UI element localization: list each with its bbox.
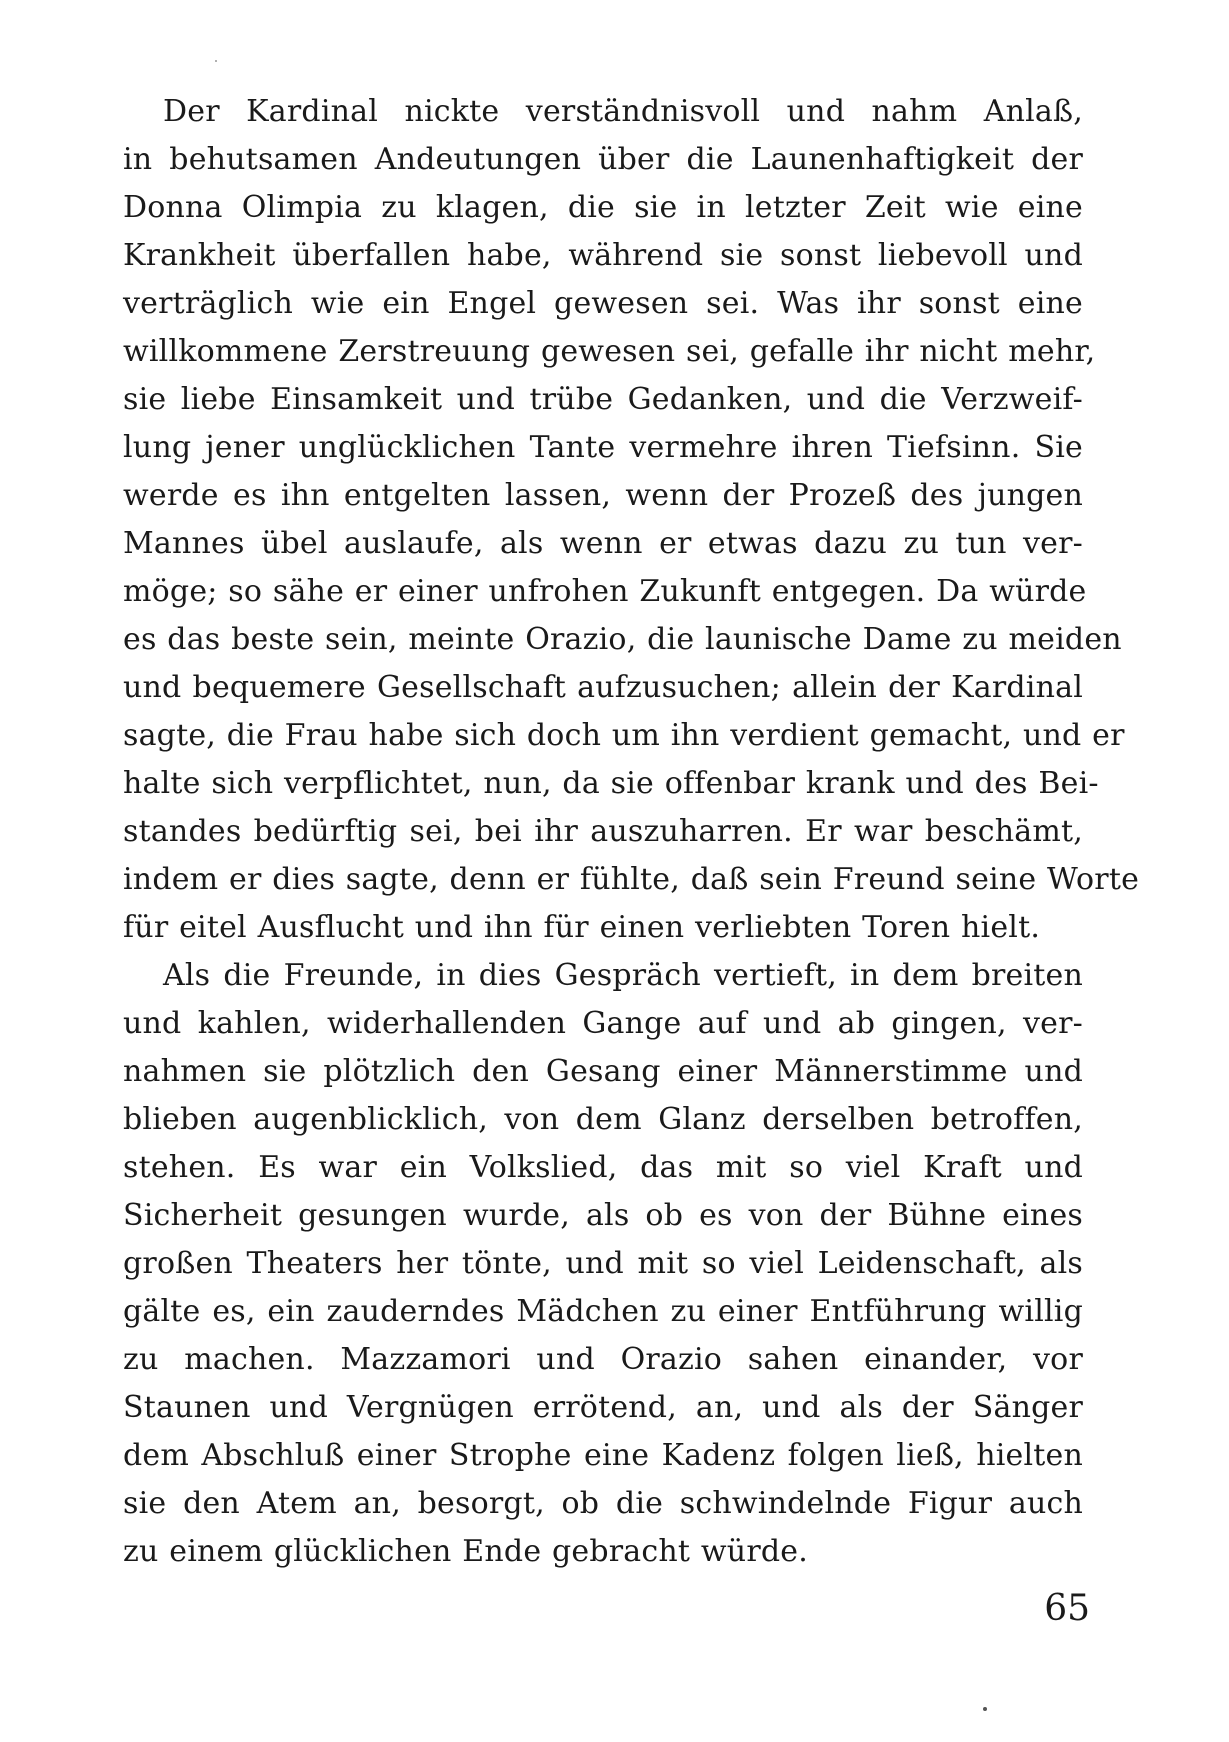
text-line: halte sich verpflichtet, nun, da sie offenbar krank und des Bei- (123, 766, 1099, 801)
text-line: indem er dies sagte, denn er fühlte, daß sein Freund seine Worte (123, 862, 1140, 897)
text-line: werde es ihn entgelten lassen, wenn der Prozeß des jungen (123, 478, 1083, 513)
text-line: lung jener unglücklichen Tante vermehre ihren Tiefsinn. Sie (123, 430, 1083, 465)
text-line: Mannes übel auslaufe, als wenn er etwas dazu zu tun ver- (123, 526, 1083, 561)
text-line: stehen. Es war ein Volkslied, das mit so viel Kraft und (123, 1150, 1083, 1185)
text-line: sie liebe Einsamkeit und trübe Gedanken, und die Verzweif- (123, 382, 1083, 417)
text-line: und bequemere Gesellschaft aufzusuchen; allein der Kardinal (123, 670, 1083, 705)
text-line: Als die Freunde, in dies Gespräch vertieft, in dem breiten (163, 958, 1083, 993)
text-line: sie den Atem an, besorgt, ob die schwindelnde Figur auch (123, 1486, 1083, 1521)
text-line: standes bedürftig sei, bei ihr auszuharren. Er war beschämt, (123, 814, 1083, 849)
text-line: verträglich wie ein Engel gewesen sei. Was ihr sonst eine (123, 286, 1083, 321)
text-line: Donna Olimpia zu klagen, die sie in letzter Zeit wie eine (123, 190, 1083, 225)
text-line: gälte es, ein zauderndes Mädchen zu einer Entführung willig (123, 1294, 1083, 1329)
text-line: zu einem glücklichen Ende gebracht würde. (123, 1534, 808, 1569)
print-speck (983, 1707, 987, 1711)
page-number: 65 (1044, 1588, 1090, 1629)
text-line: willkommene Zerstreuung gewesen sei, gefalle ihr nicht mehr, (123, 334, 1096, 369)
text-line: Krankheit überfallen habe, während sie sonst liebevoll und (123, 238, 1083, 273)
text-line: Sicherheit gesungen wurde, als ob es von der Bühne eines (123, 1198, 1083, 1233)
text-line: es das beste sein, meinte Orazio, die launische Dame zu meiden (123, 622, 1122, 657)
text-line: für eitel Ausflucht und ihn für einen verliebten Toren hielt. (123, 910, 1041, 945)
text-line: Der Kardinal nickte verständnisvoll und nahm Anlaß, (163, 94, 1083, 129)
text-line: dem Abschluß einer Strophe eine Kadenz folgen ließ, hielten (123, 1438, 1083, 1473)
text-line: in behutsamen Andeutungen über die Launenhaftigkeit der (123, 142, 1083, 177)
text-line: und kahlen, widerhallenden Gange auf und ab gingen, ver- (123, 1006, 1083, 1041)
text-line: nahmen sie plötzlich den Gesang einer Männerstimme und (123, 1054, 1083, 1089)
text-line: sagte, die Frau habe sich doch um ihn verdient gemacht, und er (123, 718, 1125, 753)
text-line: möge; so sähe er einer unfrohen Zukunft entgegen. Da würde (123, 574, 1087, 609)
text-line: blieben augenblicklich, von dem Glanz derselben betroffen, (123, 1102, 1083, 1137)
text-line: zu machen. Mazzamori und Orazio sahen einander, vor (123, 1342, 1083, 1377)
print-speck (215, 60, 217, 62)
text-line: großen Theaters her tönte, und mit so viel Leidenschaft, als (123, 1246, 1083, 1281)
text-line: Staunen und Vergnügen errötend, an, und als der Sänger (123, 1390, 1083, 1425)
